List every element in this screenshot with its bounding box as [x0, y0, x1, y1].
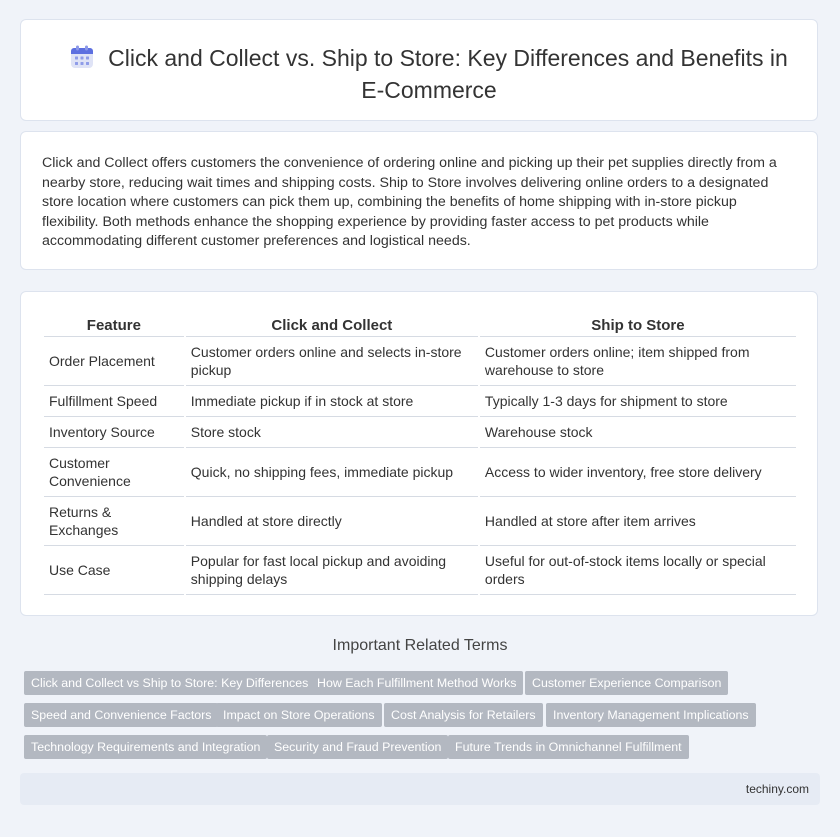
comparison-table [42, 314, 798, 595]
related-term-tag[interactable]: Click and Collect vs Ship to Store: Key Differences [24, 671, 315, 695]
table-row [44, 417, 796, 448]
footer [20, 773, 820, 805]
table-cell: Customer orders online; item shipped from warehouse to store [480, 337, 796, 386]
table-header-row [44, 314, 796, 337]
related-term-tag[interactable]: Cost Analysis for Retailers [384, 703, 543, 727]
related-term-tag[interactable]: Technology Requirements and Integration [24, 735, 267, 759]
related-term-tag[interactable]: Inventory Management Implications [546, 703, 756, 727]
table-cell: Customer Convenience [44, 448, 184, 497]
calendar-icon [70, 45, 94, 76]
table-cell: Popular for fast local pickup and avoiding shipping delays [186, 546, 478, 595]
intro-paragraph: Click and Collect offers customers the convenience of ordering online and picking up their pet supplies directly from a nearby store, reducing wait times and shipping costs. Ship to Store involves delivering online orders to a designated store location where customers can pick them up, combining the benefits of home shipping with in-store pickup flexibility. Both methods enhance the shopping experience by providing faster access to pet products while accommodating different customer preferences and logistical needs. [42, 155, 777, 250]
related-term-tag[interactable]: Speed and Convenience Factors [24, 703, 218, 727]
table-cell: Access to wider inventory, free store delivery [480, 448, 796, 497]
table-row [44, 497, 796, 546]
table-cell: Quick, no shipping fees, immediate pickup [186, 448, 478, 497]
table-cell: Customer orders online and selects in-store pickup [186, 337, 478, 386]
comparison-card [20, 291, 818, 616]
table-cell: Typically 1-3 days for shipment to store [480, 386, 796, 417]
table-row [44, 448, 796, 497]
table-cell: Store stock [186, 417, 478, 448]
table-row [44, 546, 796, 595]
related-terms-heading: Important Related Terms [332, 637, 508, 654]
title-card [20, 19, 818, 121]
table-cell: Handled at store after item arrives [480, 497, 796, 546]
title-wrap [61, 44, 797, 105]
table-cell: Warehouse stock [480, 417, 796, 448]
header-ship-to-store: Ship to Store [480, 314, 796, 337]
table-cell: Returns & Exchanges [44, 497, 184, 546]
table-cell: Immediate pickup if in stock at store [186, 386, 478, 417]
related-term-tag[interactable]: How Each Fulfillment Method Works [310, 671, 523, 695]
related-term-tag[interactable]: Future Trends in Omnichannel Fulfillment [448, 735, 689, 759]
table-row [44, 337, 796, 386]
table-cell: Order Placement [44, 337, 184, 386]
table-row [44, 386, 796, 417]
page-title: Click and Collect vs. Ship to Store: Key Differences and Benefits in E-Commerce [108, 45, 788, 103]
table-cell: Handled at store directly [186, 497, 478, 546]
header-feature: Feature [44, 314, 184, 337]
table-cell: Useful for out-of-stock items locally or special orders [480, 546, 796, 595]
related-term-tag[interactable]: Customer Experience Comparison [525, 671, 728, 695]
intro-card [20, 131, 818, 270]
table-cell: Use Case [44, 546, 184, 595]
related-term-tag[interactable]: Impact on Store Operations [216, 703, 382, 727]
site-name[interactable]: techiny.com [745, 782, 809, 796]
table-cell: Inventory Source [44, 417, 184, 448]
related-term-tag[interactable]: Security and Fraud Prevention [267, 735, 448, 759]
table-cell: Fulfillment Speed [44, 386, 184, 417]
header-click-and-collect: Click and Collect [186, 314, 478, 337]
